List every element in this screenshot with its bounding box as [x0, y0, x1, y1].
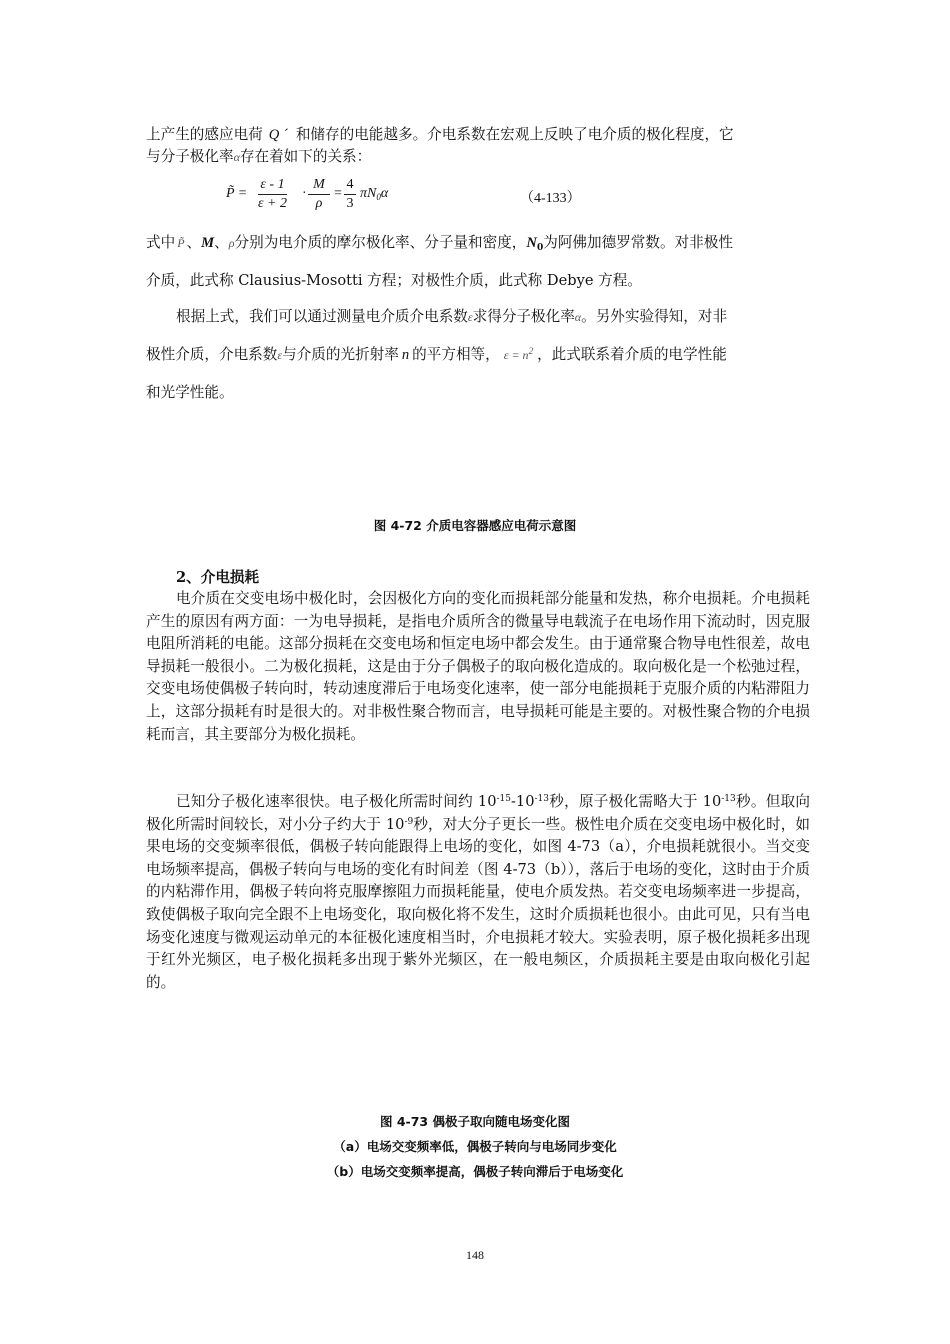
fraction-denominator: ε + 2 — [258, 196, 287, 211]
pi-n: πN — [360, 186, 377, 201]
paragraph-dielectric-loss: 电介质在交变电场中极化时，会因极化方向的变化而损耗部分能量和发热，称介电损耗。介电损耗产生的原因有两方面：一为电导损耗，是指电介质所含的微量导电载流子在电场作用下流动时，因克服电阻所消耗的电能。这部分损耗在交变电场和恒定电场中都会发生。由于通常聚合物导电性很差，故电导损耗一般很小。二为极化损耗，这是由于分子偶极子的取向极化造成的。取向极化是一个松弛过程，交变电场使偶极子转向时，转动速度滞后于电场变化速率，使一部分电能损耗于克服介质的内粘滞阻力上，这部分损耗有时是很大的。对非极性聚合物而言，电导损耗可能是主要的。对极性聚合物的介电损耗而言，其主要部分为极化损耗。 — [146, 590, 810, 743]
p-symbol: P̃ — [177, 236, 185, 250]
text: 分别为电介质的摩尔极化率、分子量和密度， — [234, 234, 527, 251]
superscript: -15 — [496, 794, 511, 804]
charge-symbol: Q ´ — [268, 127, 288, 143]
para2-line-1 — [176, 306, 727, 328]
superscript: -13 — [534, 794, 549, 804]
n-symbol: n — [401, 347, 410, 363]
intro-line-1 — [146, 124, 734, 146]
fraction-denominator: ρ — [315, 196, 323, 211]
fraction-numerator: ε - 1 — [258, 176, 287, 195]
superscript: -9 — [404, 816, 414, 827]
explain-line-2: 介质，此式称 Clausius-Mosotti 方程；对极性介质，此式称 Debye 方程。 — [146, 272, 642, 289]
text: 秒，原子极化需略大于 10 — [549, 793, 722, 810]
explain-line-1 — [146, 232, 733, 254]
text: 存在着如下的关系： — [239, 148, 372, 165]
text: 秒。但取向极化所需时间较长，对小分子约大于 10 — [146, 793, 810, 833]
figure-subcaption-a: （a）电场交变频率低，偶极子转向与电场同步变化 — [333, 1139, 617, 1154]
fraction-numerator: 4 — [344, 176, 356, 195]
text: 与分子极化率 — [146, 148, 234, 165]
alpha-symbol: α — [233, 150, 240, 164]
para2-line-2 — [146, 344, 727, 366]
multiply-dot: · — [302, 186, 307, 201]
text: 。另外实验得知，对非 — [581, 308, 728, 325]
para2-line-3: 和光学性能。 — [146, 384, 234, 401]
figure-caption-4-72: 图 4-72 介质电容器感应电荷示意图 — [373, 518, 577, 533]
epsilon-symbol: ε — [277, 348, 283, 362]
fraction-m-rho — [308, 176, 330, 213]
superscript: 2 — [528, 346, 534, 356]
figure-subcaption-b: （b）电场交变频率提高，偶极子转向滞后于电场变化 — [326, 1164, 624, 1179]
formula-rhs — [360, 186, 388, 202]
text: 求得分子极化率 — [472, 308, 575, 325]
equation-text: ε = n — [503, 348, 529, 362]
fraction-four-thirds — [344, 176, 356, 213]
equals-sign: = — [334, 186, 342, 201]
fraction-epsilon — [258, 176, 287, 213]
subscript: 0 — [376, 192, 381, 202]
text: -10 — [510, 793, 535, 810]
text: ，此式联系着介质的电学性能 — [537, 346, 727, 363]
rho-symbol: ρ — [228, 236, 235, 250]
m-symbol: M — [201, 235, 215, 251]
epsilon-symbol: ε — [467, 310, 473, 324]
page-number: 148 — [466, 1248, 484, 1262]
text: 与介质的光折射率 — [282, 346, 399, 363]
paragraph-polarization-rate — [146, 791, 810, 994]
subscript: 0 — [536, 243, 544, 253]
figure-caption-4-73: 图 4-73 偶极子取向随电场变化图 — [380, 1114, 570, 1129]
equation-number: （4-133） — [520, 191, 581, 206]
text: 、 — [186, 234, 202, 251]
text: 秒，对大分子更长一些。极性电介质在交变电场中极化时，如果电场的交变频率很低，偶极子转向能跟得上电场的变化，如图 4-73（a），介电损耗就很小。当交变电场频率提高，偶极子转向与电场的变化有时间差（图 4-73（b）），落后于电场的变化，这时由于介质的内粘滞作用，偶极子转向将克服摩擦阻力而损耗能量，使电介质发热。若交变电场频率进一步提高，致使偶极子取向完全跟不上电场变化，取向极化将不发生，这时介质损耗也很小。由此可见，只有当电场变化速度与微观运动单元的本征极化速度相当时，介电损耗才较大。实验表明，原子极化损耗多出现于红外光频区，电子极化损耗多出现于紫外光频区，在一般电频区，介质损耗主要是由取向极化引起的。 — [146, 815, 810, 991]
text: 已知分子极化速率很快。电子极化所需时间约 10 — [176, 793, 497, 810]
superscript: -13 — [721, 794, 736, 804]
intro-line-2 — [146, 146, 371, 168]
formula-lhs: P̃ = — [226, 186, 248, 201]
alpha-symbol: α — [380, 186, 389, 201]
text: 根据上式，我们可以通过测量电介质介电系数 — [176, 308, 468, 325]
text: 、 — [214, 234, 229, 251]
fraction-numerator: M — [308, 176, 330, 195]
fraction-denominator: 3 — [346, 196, 354, 211]
text: 极性介质，介电系数 — [146, 346, 278, 363]
text: 和储存的电能越多。介电系数在宏观上反映了电介质的极化程度，它 — [295, 126, 734, 143]
text: 式中 — [146, 234, 176, 251]
text: 为阿佛加德罗常数。对非极性 — [543, 234, 733, 251]
alpha-symbol: α — [574, 310, 582, 324]
section-heading: 2、介电损耗 — [176, 569, 260, 586]
text: 的平方相等， — [412, 346, 500, 363]
epsilon-eq-n2 — [504, 348, 533, 362]
text: 上产生的感应电荷 — [146, 126, 263, 143]
n0-symbol: N — [526, 235, 537, 251]
